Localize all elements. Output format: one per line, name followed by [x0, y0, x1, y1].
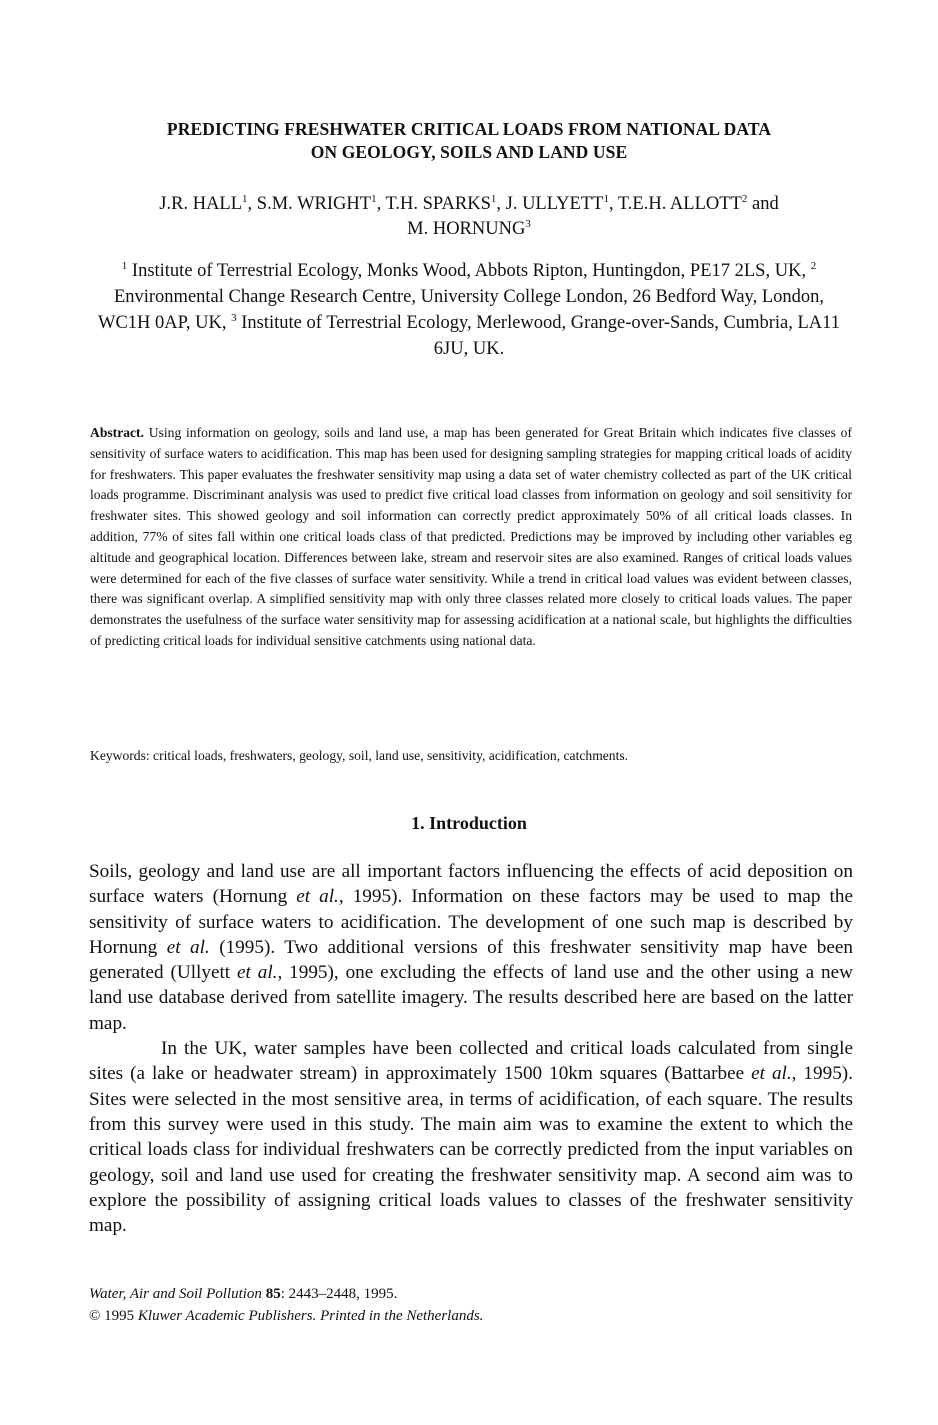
paragraph-text: , 1995), one excluding the effects of land use and the other using a new land use database derived from satellite imagery. The results described here are based on the latter map. [89, 962, 853, 1034]
citation-etal: et al. [166, 936, 210, 958]
body-text [89, 859, 853, 1238]
copyright-year: 1995 [100, 1308, 138, 1324]
affiliation-mark: 1 [121, 259, 128, 272]
author-affiliation-mark: 1 [490, 192, 497, 205]
affiliation-mark: 2 [810, 259, 817, 272]
author-list [80, 192, 858, 242]
author-affiliation-mark: 3 [525, 217, 531, 230]
author-conjunction: and [747, 194, 779, 214]
citation-etal: et al. [296, 886, 339, 908]
paragraph-text: In the UK, water samples have been collected and critical loads calculated from single sites (a lake or headwater stream) in approximately 1500 10km squares (Battarbee [89, 1038, 853, 1085]
paper-title [80, 118, 858, 164]
title-line-1: PREDICTING FRESHWATER CRITICAL LOADS FROM NATIONAL DATA [166, 119, 772, 139]
abstract-text: Using information on geology, soils and land use, a map has been generated for Great Britain which indicates five classes of sensitivity of surface waters to acidification. This map has been used for designing sampling strategies for mapping critical loads of acidity for freshwaters. This paper evaluates the freshwater sensitivity map using a data set of water chemistry collected as part of the UK critical loads programme. Discriminant analysis was used to predict five critical load classes from information on geology and soil sensitivity for freshwater sites. This showed geology and soil information can correctly predict approximately 50% of all critical loads classes. In addition, 77% of sites fall within one critical loads class of that predicted. Predictions may be improved by including other variables eg altitude and geographical location. Differences between lake, stream and reservoir sites are also examined. Ranges of critical loads values were determined for each of the five classes of surface water sensitivity. While a trend in critical load values was evident between classes, there was significant overlap. A simplified sensitivity map with only three classes related more closely to critical loads values. The paper demonstrates the usefulness of the surface water sensitivity map for assessing acidification at a national scale, but highlights the difficulties of predicting critical loads for individual sensitive catchments using national data. [90, 425, 852, 648]
citation-etal: et al. [751, 1063, 792, 1085]
author-name: , T.H. SPARKS [376, 194, 491, 214]
copyright-line [89, 1305, 789, 1327]
affiliation-mark: 3 [231, 311, 237, 324]
journal-pages: : 2443–2448, 1995. [280, 1286, 398, 1302]
author-affiliation-mark: 2 [741, 192, 748, 205]
author-affiliation-mark: 1 [603, 192, 609, 205]
title-line-2: ON GEOLOGY, SOILS AND LAND USE [310, 142, 628, 162]
abstract-label: Abstract. [90, 425, 144, 440]
section-heading: 1. Introduction [411, 813, 527, 833]
author-name: M. HORNUNG [407, 219, 526, 239]
author-line-2 [80, 217, 858, 242]
copyright-symbol: © [89, 1308, 101, 1324]
abstract [90, 423, 852, 652]
publisher: Kluwer Academic Publishers. Printed in the Netherlands. [137, 1308, 484, 1324]
paragraph [89, 859, 853, 1036]
author-name: J.R. HALL [159, 194, 243, 214]
author-affiliation-mark: 1 [242, 192, 248, 205]
paragraph-text: , 1995). Sites were selected in the most sensitive area, in terms of acidification, of each square. The results from this survey were used in this study. The main aim was to examine the extent to which the critical loads class for individual freshwaters can be correctly predicted from the input variables on geology, soil and land use used for creating the freshwater sensitivity map. A second aim was to explore the possibility of assigning critical loads values to classes of the freshwater sensitivity map. [89, 1063, 853, 1237]
paragraph [89, 1036, 853, 1238]
keywords: Keywords: critical loads, freshwaters, geology, soil, land use, sensitivity, acidification, catchments. [90, 748, 629, 763]
journal-name: Water, Air and Soil Pollution [89, 1286, 262, 1302]
author-name: , S.M. WRIGHT [247, 194, 372, 214]
page-footer [89, 1283, 789, 1327]
author-name: , J. ULLYETT [496, 194, 604, 214]
affiliation-text: Institute of Terrestrial Ecology, Monks Wood, Abbots Ripton, Huntingdon, PE17 2LS, UK, [127, 261, 811, 281]
affiliations [88, 258, 850, 362]
paragraph-text: , 1995). Information on these factors may be used to map the sensitivity of surface waters to acidification. The development of one such map is described by Hornung [89, 886, 853, 958]
author-name: , T.E.H. ALLOTT [608, 194, 742, 214]
paragraph-text: Soils, geology and land use are all important factors influencing the effects of acid deposition on surface waters (Hornung [89, 861, 853, 908]
author-line-1 [80, 192, 858, 217]
affiliation-text: Institute of Terrestrial Ecology, Merlewood, Grange-over-Sands, Cumbria, LA11 6JU, UK. [236, 313, 840, 359]
paragraph-text: (1995). Two additional versions of this freshwater sensitivity map have been generated (Ullyett [89, 936, 854, 984]
journal-citation [89, 1283, 789, 1305]
journal-volume: 85 [261, 1286, 281, 1302]
author-affiliation-mark: 1 [371, 192, 377, 205]
citation-etal: et al. [237, 962, 278, 984]
affiliation-text: Environmental Change Research Centre, University College London, 26 Bedford Way, London, WC1H 0AP, UK, [98, 287, 825, 333]
